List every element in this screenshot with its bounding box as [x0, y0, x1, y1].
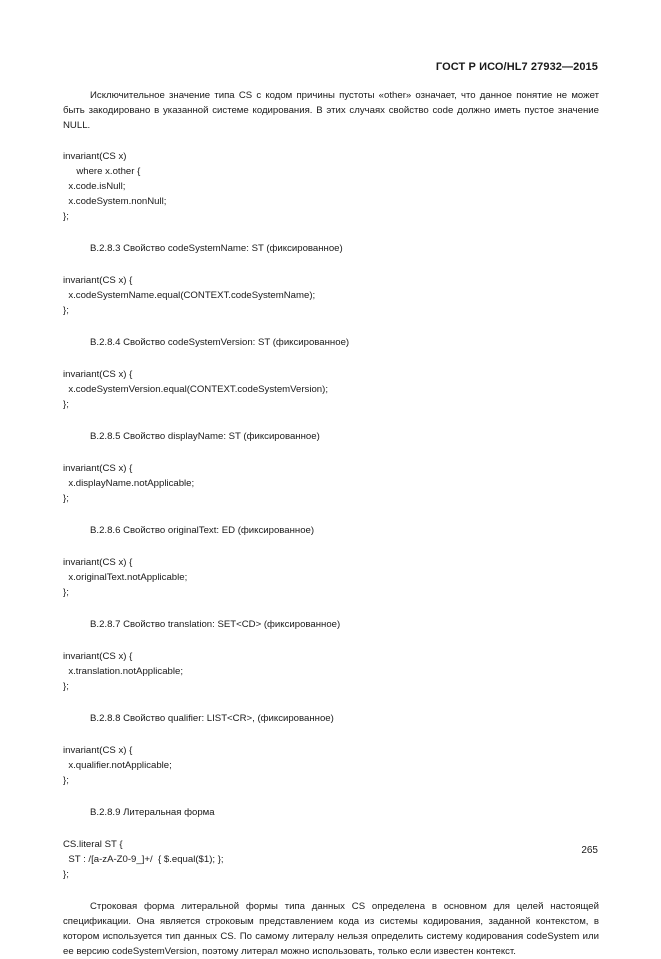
code-line: };: [63, 775, 69, 786]
code-line: x.translation.notApplicable;: [63, 666, 183, 677]
code-block: [63, 837, 599, 882]
page-content: [63, 88, 599, 959]
code-line: invariant(CS x) {: [63, 745, 133, 756]
code-line: x.displayName.notApplicable;: [63, 478, 195, 489]
code-block: [63, 649, 599, 694]
closing-paragraph: [63, 899, 599, 959]
code-line: };: [63, 305, 69, 316]
code-line: };: [63, 493, 69, 504]
section-heading: B.2.8.6 Свойство originalText: ED (фиксированное): [90, 525, 315, 536]
code-line: invariant(CS x) {: [63, 651, 133, 662]
closing-text: Строковая форма литеральной формы типа данных CS определена в основном для целей настоящей спецификации. Она является строковым представлением кода из системы кодирования, заданной контекстом, в котором используется тип данных CS. По самому литералу нельзя определить систему кодирования codeSystem или ее версию codeSystemVersion, поэтому литерал можно использовать, только если известен контекст.: [63, 901, 599, 957]
code-line: };: [63, 211, 69, 222]
code-line: where x.other {: [63, 166, 141, 177]
code-line: invariant(CS x) {: [63, 275, 133, 286]
code-line: ST : /[a-zA-Z0-9_]+/ { $.equal($1); };: [63, 854, 224, 865]
code-line: };: [63, 681, 69, 692]
page-number: 265: [581, 845, 598, 856]
code-line: x.codeSystemName.equal(CONTEXT.codeSystemName);: [63, 290, 316, 301]
code-line: x.codeSystem.nonNull;: [63, 196, 167, 207]
code-line: invariant(CS x) {: [63, 463, 133, 474]
code-line: };: [63, 587, 69, 598]
code-line: };: [63, 869, 69, 880]
code-line: invariant(CS x) {: [63, 369, 133, 380]
intro-paragraph: [63, 88, 599, 133]
code-block: [63, 743, 599, 788]
code-line: invariant(CS x): [63, 151, 127, 162]
section-heading: B.2.8.4 Свойство codeSystemVersion: ST (фиксированное): [90, 337, 350, 348]
code-line: x.codeSystemVersion.equal(CONTEXT.codeSystemVersion);: [63, 384, 329, 395]
code-block: [63, 555, 599, 600]
code-block: [63, 273, 599, 318]
code-block: [63, 367, 599, 412]
code-line: };: [63, 399, 69, 410]
section-heading: B.2.8.7 Свойство translation: SET<CD> (фиксированное): [90, 619, 341, 630]
invariant-block-other: [63, 149, 599, 224]
standard-header: ГОСТ Р ИСО/HL7 27932—2015: [435, 61, 598, 73]
section-heading: B.2.8.8 Свойство qualifier: LIST<CR>, (фиксированное): [90, 713, 334, 724]
code-line: x.originalText.notApplicable;: [63, 572, 188, 583]
code-line: x.code.isNull;: [63, 181, 126, 192]
intro-text: Исключительное значение типа CS с кодом причины пустоты «other» означает, что данное понятие не может быть закодировано в указанной системе кодирования. В этих случаях свойство code должно иметь пустое значение NULL.: [63, 90, 599, 131]
code-line: invariant(CS x) {: [63, 557, 133, 568]
code-line: x.qualifier.notApplicable;: [63, 760, 172, 771]
section-heading: B.2.8.3 Свойство codeSystemName: ST (фиксированное): [90, 243, 343, 254]
code-line: CS.literal ST {: [63, 839, 123, 850]
code-block: [63, 461, 599, 506]
section-heading: B.2.8.9 Литеральная форма: [90, 807, 215, 818]
section-heading: B.2.8.5 Свойство displayName: ST (фиксированное): [90, 431, 320, 442]
